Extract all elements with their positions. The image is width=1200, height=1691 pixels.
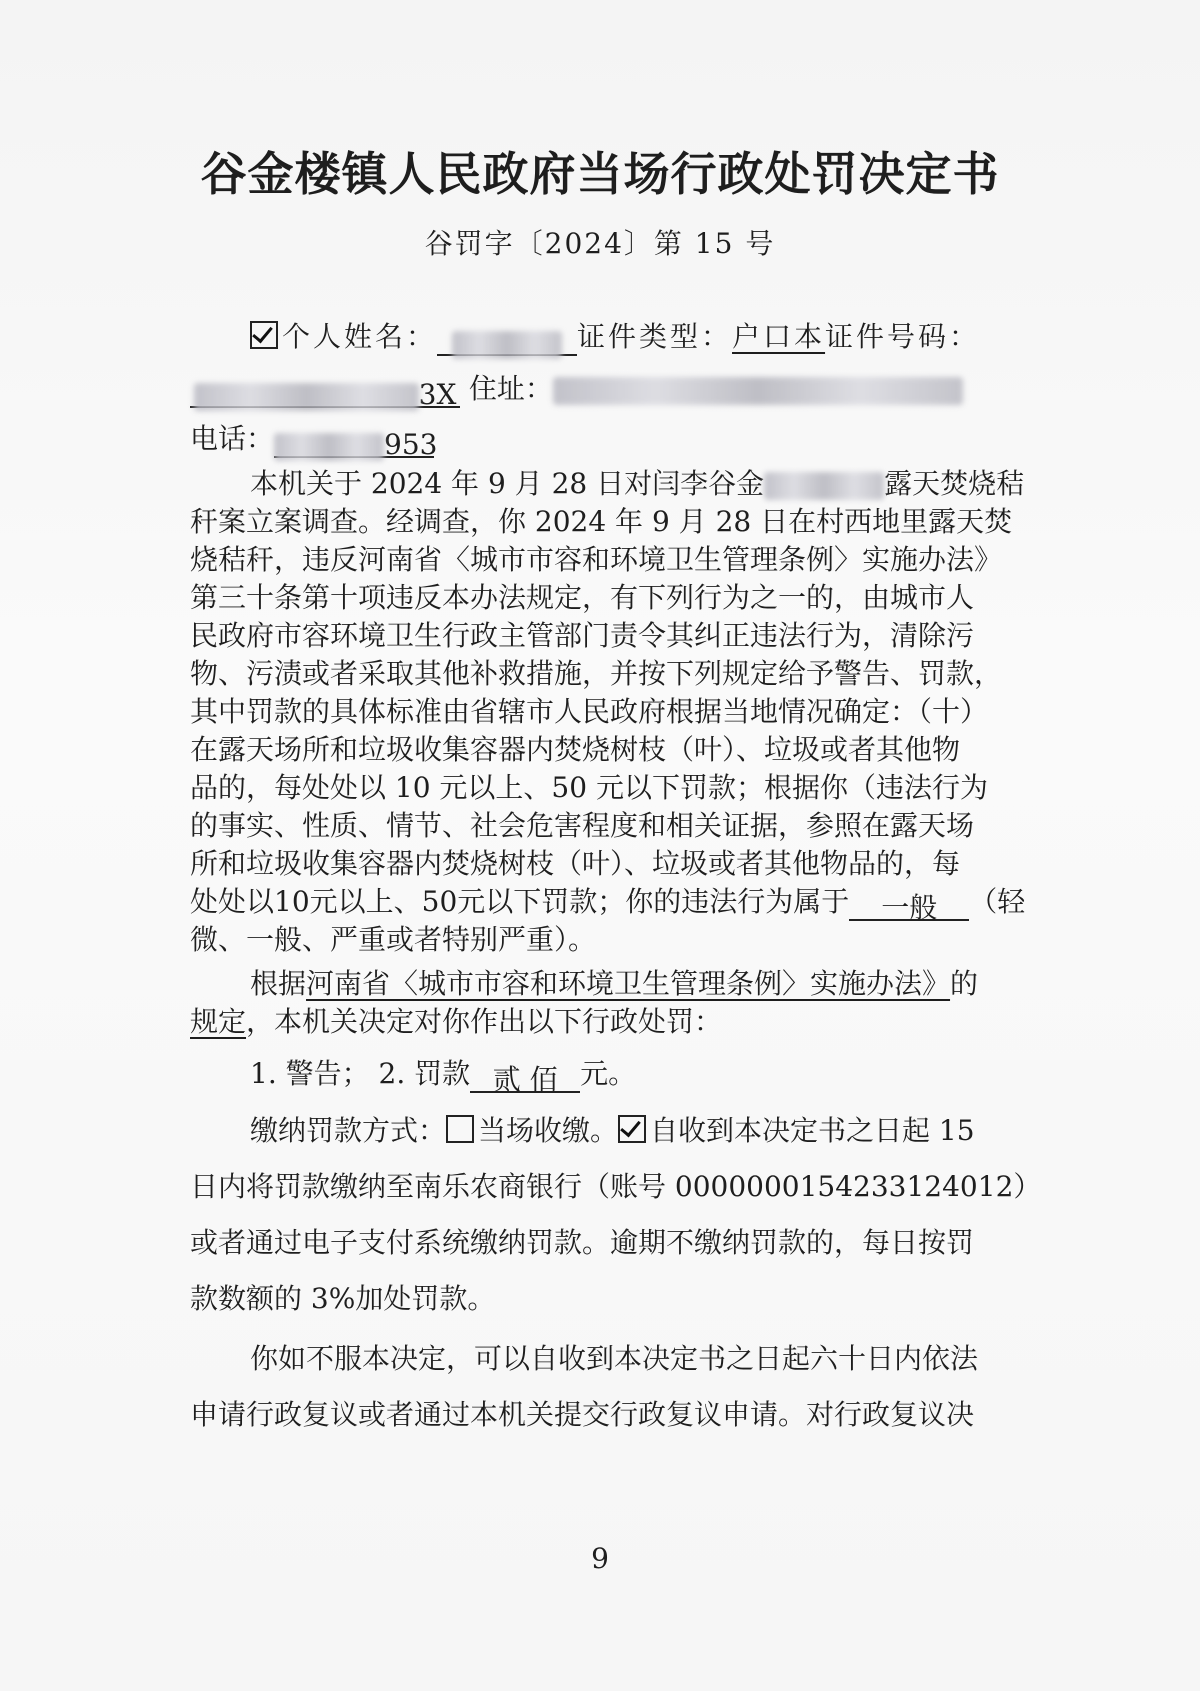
- body-text: 规定: [190, 1005, 247, 1038]
- payment-line-4: 款数额的 3%加处罚款。: [190, 1282, 496, 1315]
- document-title: 谷金楼镇人民政府当场行政处罚决定书: [200, 147, 1000, 201]
- phone-label: 电话：: [190, 422, 275, 455]
- body-text: 露天焚烧秸: [884, 467, 1025, 500]
- body-line-12: [190, 883, 1040, 924]
- body-text: 处处以10元以上、50元以下罚款；你的违法行为属于: [190, 885, 850, 918]
- payment-line-2: 日内将罚款缴纳至南乐农商银行（账号 0000000154233124012）: [190, 1170, 1042, 1203]
- redacted-phone: [274, 426, 438, 461]
- body-line-8: 在露天场所和垃圾收集容器内焚烧树枝（叶）、垃圾或者其他物: [190, 733, 961, 766]
- appeal-line-1: 你如不服本决定，可以自收到本决定书之日起六十日内依法: [250, 1342, 979, 1375]
- body-line-10: 的事实、性质、情节、社会危害程度和相关证据，参照在露天场: [190, 809, 975, 842]
- payment-option-onsite: 当场收缴。: [478, 1114, 619, 1147]
- penalty-line: [190, 1055, 1100, 1096]
- violation-level: 一般: [849, 889, 969, 921]
- checkbox-checked-icon: [618, 1115, 646, 1143]
- legal-basis: 河南省〈城市市容和环境卫生管理条例〉实施办法》: [306, 967, 951, 1000]
- body-line-15: [190, 1003, 1040, 1041]
- body-line-6: 物、污渍或者采取其他补救措施，并按下列规定给予警告、罚款，: [190, 657, 1003, 690]
- payment-label: 缴纳罚款方式：: [250, 1114, 447, 1147]
- id-type-value: 户口本: [732, 320, 826, 353]
- redacted-id-number: [190, 376, 460, 411]
- payment-option-bank: 自收到本决定书之日起 15: [650, 1114, 975, 1147]
- body-text: 根据: [250, 967, 307, 1000]
- body-line-1: [190, 465, 1100, 503]
- address-label: 住址：: [468, 372, 553, 405]
- redacted-address: [553, 377, 963, 405]
- body-line-14: [190, 965, 1100, 1003]
- phone-tail: 953: [384, 428, 438, 461]
- body-text: 的: [950, 967, 979, 1000]
- payment-line-3: 或者通过电子支付系统缴纳罚款。逾期不缴纳罚款的，每日按罚: [190, 1226, 975, 1259]
- body-line-11: 所和垃圾收集容器内焚烧树枝（叶）、垃圾或者其他物品的，每: [190, 847, 961, 880]
- appeal-line-2: 申请行政复议或者通过本机关提交行政复议申请。对行政复议决: [190, 1398, 975, 1431]
- body-line-13: 微、一般、严重或者特别严重）。: [190, 923, 597, 956]
- id-type-label: 证件类型：: [577, 320, 733, 353]
- fine-amount: 贰 佰: [470, 1061, 580, 1093]
- document-number: 谷罚字〔2024〕第 15 号: [424, 227, 776, 260]
- page-number: 9: [591, 1542, 609, 1575]
- id-no-label: 证件号码：: [825, 320, 981, 353]
- party-line-1: [190, 318, 1100, 356]
- id-number-tail: 3X: [418, 378, 457, 411]
- payment-line-1: [190, 1112, 1100, 1150]
- checkbox-checked-icon: [250, 321, 278, 349]
- redacted-name: [437, 324, 577, 356]
- party-line-3: [190, 420, 1040, 461]
- name-label: 个人姓名：: [282, 320, 438, 353]
- body-line-9: 品的，每处处以 10 元以上、50 元以下罚款；根据你（违法行为: [190, 771, 988, 804]
- body-text: ，本机关决定对你作出以下行政处罚：: [246, 1005, 723, 1038]
- body-line-2: 秆案立案调查。经调查，你 2024 年 9 月 28 日在村西地里露天焚: [190, 505, 1013, 538]
- checkbox-empty-icon: [446, 1115, 474, 1143]
- body-line-7: 其中罚款的具体标准由省辖市人民政府根据当地情况确定：（十）: [190, 695, 989, 728]
- body-line-5: 民政府市容环境卫生行政主管部门责令其纠正违法行为，清除污: [190, 619, 975, 652]
- body-text: 1. 警告； 2. 罚款: [250, 1057, 471, 1090]
- redacted-location: [764, 472, 884, 500]
- party-line-2: [190, 370, 1040, 411]
- body-line-3: 烧秸秆，违反河南省〈城市市容和环境卫生管理条例〉实施办法》: [190, 543, 1003, 576]
- body-text: （轻: [969, 885, 1026, 918]
- body-line-4: 第三十条第十项违反本办法规定，有下列行为之一的，由城市人: [190, 581, 975, 614]
- body-text: 元。: [580, 1057, 637, 1090]
- body-text: 本机关于 2024 年 9 月 28 日对闫李谷金: [250, 467, 765, 500]
